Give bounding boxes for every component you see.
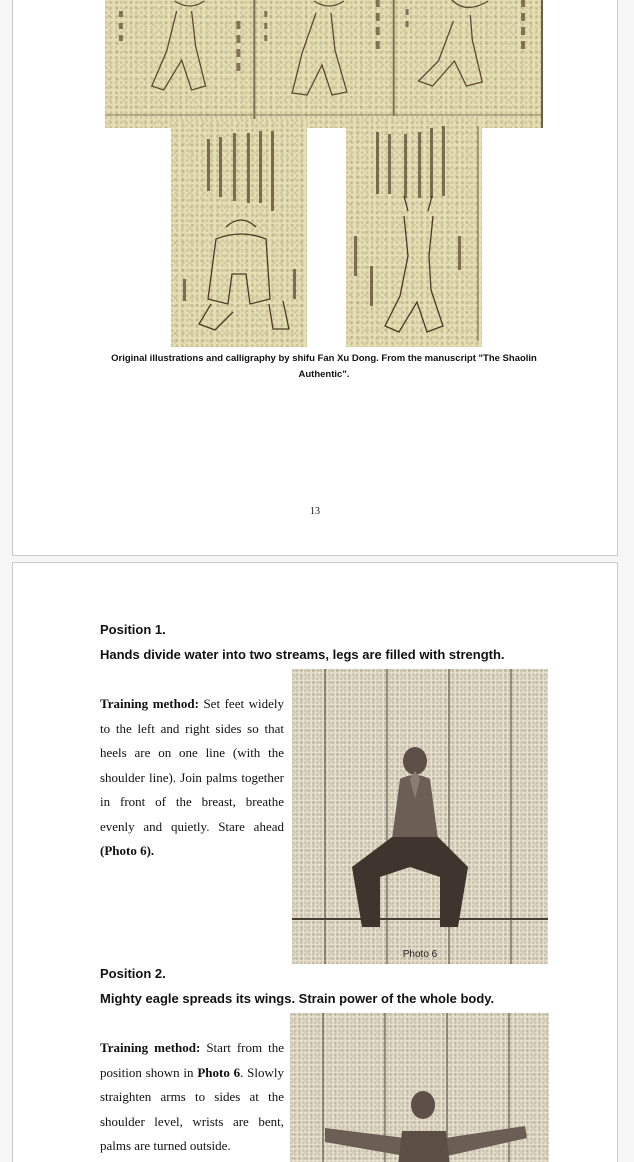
person-arms-spread-icon <box>290 1013 549 1162</box>
position-2-subtitle: Mighty eagle spreads its wings. Strain power of the whole body. <box>100 991 495 1006</box>
illustration-top-row <box>105 0 543 128</box>
figure-drawings-icon <box>105 0 541 128</box>
page-13 <box>12 0 618 556</box>
method-label: Training method: <box>100 696 199 711</box>
position-2-method <box>100 1036 284 1159</box>
illustration-panel-4 <box>171 119 307 347</box>
photo-6-label: Photo 6 <box>402 949 438 960</box>
method-text: Start from the position shown in <box>100 1040 284 1080</box>
person-stance-icon <box>292 669 548 964</box>
method-label: Training method: <box>100 1040 201 1055</box>
figure-caption: Original illustrations and calligraphy by shifu Fan Xu Dong. From the manuscript "The Shaolin Authentic". <box>111 353 537 380</box>
photo-reference: Photo 6 <box>197 1064 241 1080</box>
page-14 <box>12 562 618 1162</box>
method-text: Set feet widely to the left and right sides so that heels are on one line (with the shoulder line). Join palms together in front of the breast, breathe evenly and quietly. Stare ahead <box>100 696 284 834</box>
position-1-title: Position 1. <box>100 622 166 637</box>
page-number: 13 <box>310 506 320 517</box>
position-2-title: Position 2. <box>100 966 166 981</box>
figure-drawing-icon <box>171 119 307 347</box>
photo-reference: (Photo 6). <box>100 843 155 858</box>
position-1-subtitle: Hands divide water into two streams, legs are filled with strength. <box>100 647 505 662</box>
position-1-method <box>100 692 284 864</box>
photo-7 <box>290 1013 549 1162</box>
method-text-continued: . Slowly straighten arms to sides at the shoulder level, wrists are bent, palms are turned outside. <box>100 1064 285 1153</box>
photo-6 <box>292 669 548 964</box>
figure-drawing-icon <box>346 116 482 347</box>
illustration-panel-5 <box>346 116 482 347</box>
